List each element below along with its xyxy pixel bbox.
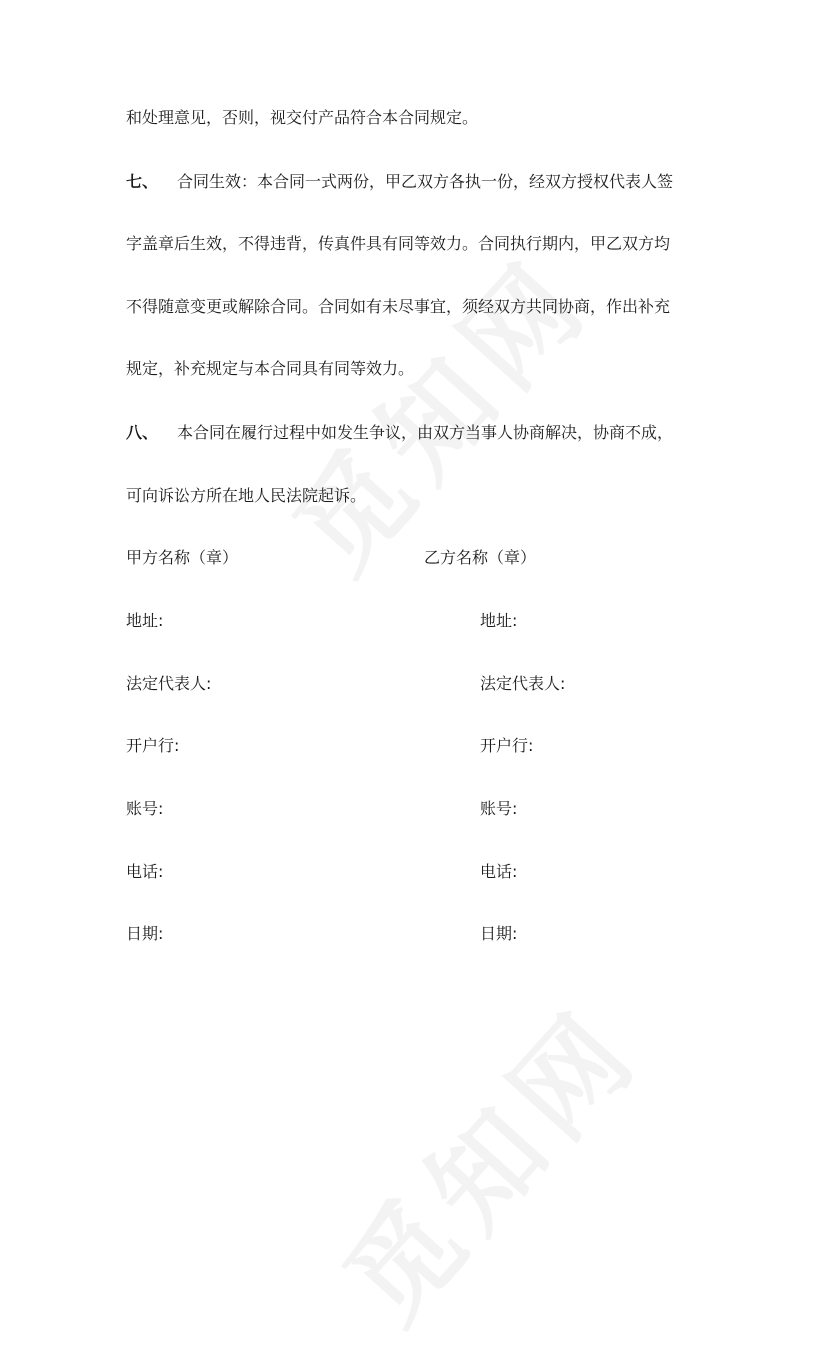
party-b-legal-representative: 法定代表人:	[480, 674, 566, 693]
party-a-bank: 开户行:	[126, 736, 180, 755]
section-8-line-1	[126, 421, 706, 445]
section-8-line-2: 可向诉讼方所在地人民法院起诉。	[126, 486, 367, 505]
section-7-line-3: 不得随意变更或解除合同。合同如有未尽事宜，须经双方共同协商，作出补充	[126, 297, 671, 316]
section-7-line-1	[126, 170, 706, 194]
section-number: 八、	[126, 423, 159, 442]
section-7-line-4: 规定，补充规定与本合同具有同等效力。	[126, 359, 415, 378]
section-text: 合同生效：本合同一式两份，甲乙双方各执一份，经双方授权代表人签	[177, 172, 674, 191]
party-a-account: 账号:	[126, 799, 164, 818]
section-number: 七、	[126, 172, 159, 191]
paragraph-line: 和处理意见，否则，视交付产品符合本合同规定。	[126, 108, 479, 127]
watermark	[253, 218, 619, 600]
section-text: 本合同在履行过程中如发生争议，由双方当事人协商解决，协商不成，	[177, 423, 674, 442]
party-b-phone: 电话:	[480, 862, 518, 881]
party-a-address: 地址:	[126, 611, 164, 630]
party-b-account: 账号:	[480, 799, 518, 818]
party-b-title: 乙方名称（章）	[424, 548, 537, 567]
section-7-line-2: 字盖章后生效，不得违背，传真件具有同等效力。合同执行期内，甲乙双方均	[126, 234, 671, 253]
party-b-date: 日期:	[480, 924, 518, 943]
party-a-date: 日期:	[126, 924, 164, 943]
party-a-title: 甲方名称（章）	[126, 548, 239, 567]
party-a-legal-representative: 法定代表人:	[126, 674, 212, 693]
party-b-address: 地址:	[480, 611, 518, 630]
party-b-bank: 开户行:	[480, 736, 534, 755]
watermark-bottom	[303, 968, 669, 1350]
party-a-phone: 电话:	[126, 862, 164, 881]
